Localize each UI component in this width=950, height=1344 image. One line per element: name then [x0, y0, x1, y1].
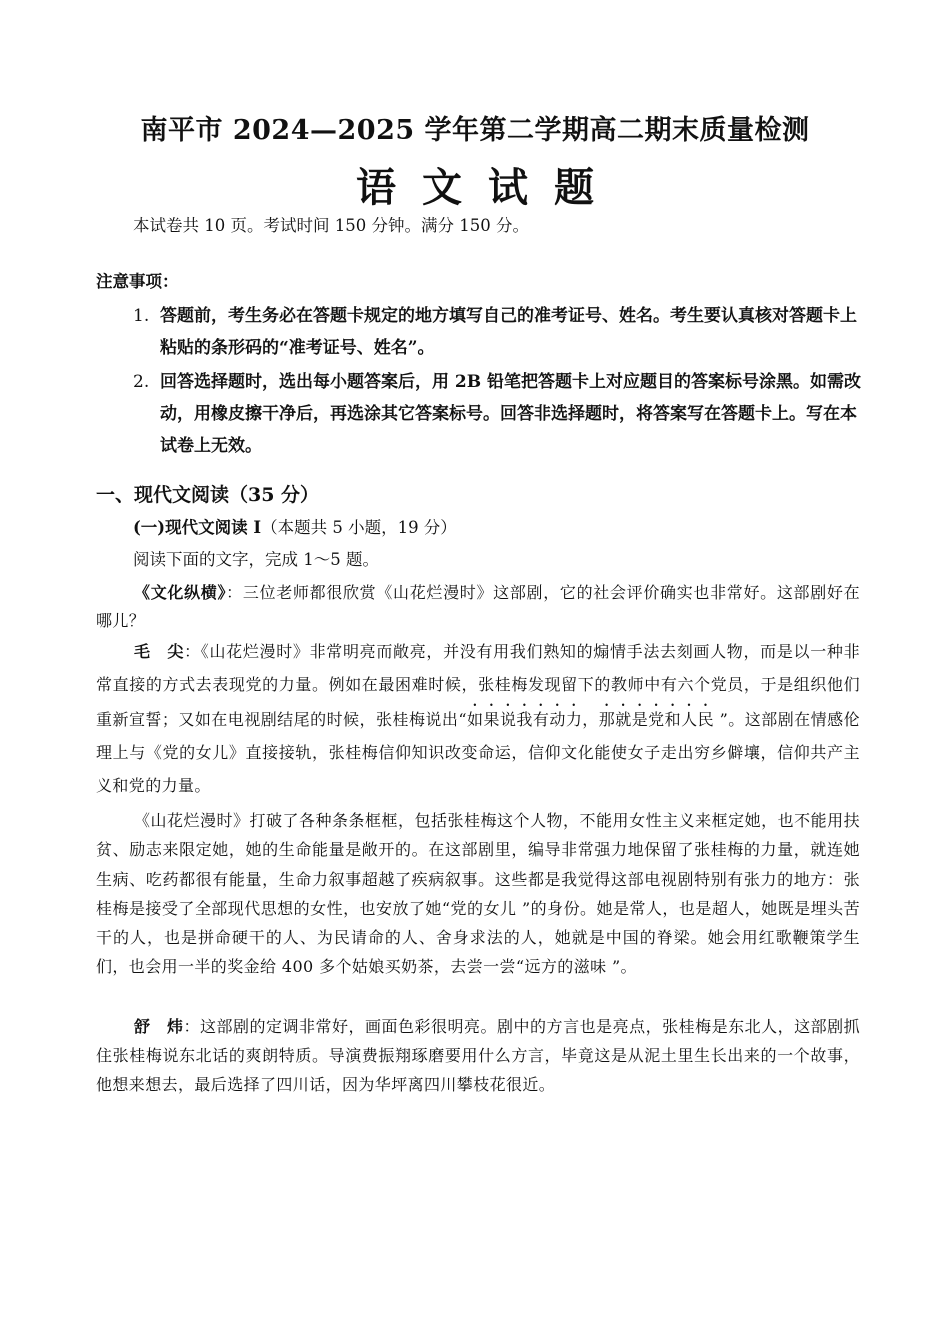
notice-heading: 注意事项： [96, 272, 179, 291]
notice-item-text: 答题前，考生务必在答题卡规定的地方填写自己的准考证号、姓名。考生要认真核对答题卡上粘贴的条形码的“准考证号、姓名”。 [160, 306, 857, 358]
speaker-label: 毛 尖 [134, 642, 185, 661]
passage-paragraph-2 [96, 635, 860, 802]
notice-item-text: 回答选择题时，选出每小题答案后，用 2B 铅笔把答题卡上对应题目的答案标号涂黑。如需改动，用橡皮擦干净后，再选涂其它答案标号。回答非选择题时，将答案写在答题卡上。写在本试卷上无效。 [160, 372, 862, 456]
notice-item-2 [133, 366, 863, 462]
paragraph-text: ：这部剧的定调非常好，画面色彩很明亮。剧中的方言也是亮点，张桂梅是东北人，这部剧抓住张桂梅说东北话的爽朗特质。导演费振翔琢磨要用什么方言，毕竟这是从泥土里生长出来的一个故事，他想来想去，最后选择了四川话，因为华坪离四川攀枝花很近。 [96, 1017, 861, 1094]
paragraph-text: ：三位老师都很欣赏《山花烂漫时》这部剧，它的社会评价确实也非常好。这部剧好在哪儿？ [96, 583, 861, 630]
paragraph-text: ：《山花烂漫时》非常明亮而敞亮，并没有用我们熟知的煽情手法去刻画人物，而是以一种非常直接的方式去表现党的力量。例如在最困难时候，张桂梅发现留下的教师中有六个党员，于是组织他们重新宣誓；又如在电视剧结尾的时候，张桂梅说出“ [96, 642, 861, 729]
subsection-title: (一)现代文阅读 Ⅰ [133, 518, 262, 537]
speaker-label: 舒 炜 [134, 1017, 184, 1036]
subsection-note: （本题共 5 小题，19 分） [261, 518, 457, 537]
passage-paragraph-3: 《山花烂漫时》打破了各种条条框框，包括张桂梅这个人物，不能用女性主义来框定她，也不能用扶贫、励志来限定她，她的生命能量是敞开的。在这部剧里，编导非常强力地保留了张桂梅的力量，就连她生病、吃药都很有能量，生命力叙事超越了疾病叙事。这些都是我觉得这部电视剧特别有张力的地方：张桂梅是接受了全部现代思想的女性，也安放了她“党的女儿 ”的身份。她是常人，也是超人，她既是埋头苦干的人，也是拼命硬干的人、为民请命的人、舍身求法的人，她就是中国的脊梁。她会用红歌鞭策学生们，也会用一半的奖金给 400 多个姑娘买奶茶，去尝一尝“远方的滋味 ”。 [96, 811, 860, 977]
subsection-heading [133, 514, 457, 538]
notice-item-number: 1. [133, 306, 150, 326]
subject-title: 语文试题 [356, 164, 620, 211]
speaker-label: 《文化纵横》 [134, 583, 227, 602]
notice-item-1 [133, 300, 863, 364]
exam-intro: 本试卷共 10 页。考试时间 150 分钟。满分 150 分。 [133, 216, 529, 235]
emphasized-quote: 如果说我有动力，那就是党和人民 [466, 710, 715, 729]
notice-item-number: 2. [133, 372, 150, 392]
passage-paragraph-4 [96, 1012, 860, 1099]
paragraph-text: ”。这部剧在情感伦理上与《党的女儿》直接接轨，张桂梅信仰知识改变命运，信仰文化能使女子走出穷乡僻壤，信仰共产主义和党的力量。 [96, 710, 860, 795]
exam-title: 南平市 2024—2025 学年第二学期高二期末质量检测 [140, 115, 810, 146]
reading-instruction: 阅读下面的文字，完成 1～5 题。 [133, 550, 379, 569]
section-heading: 一、现代文阅读（35 分） [96, 484, 320, 506]
passage-paragraph-1 [96, 579, 860, 635]
